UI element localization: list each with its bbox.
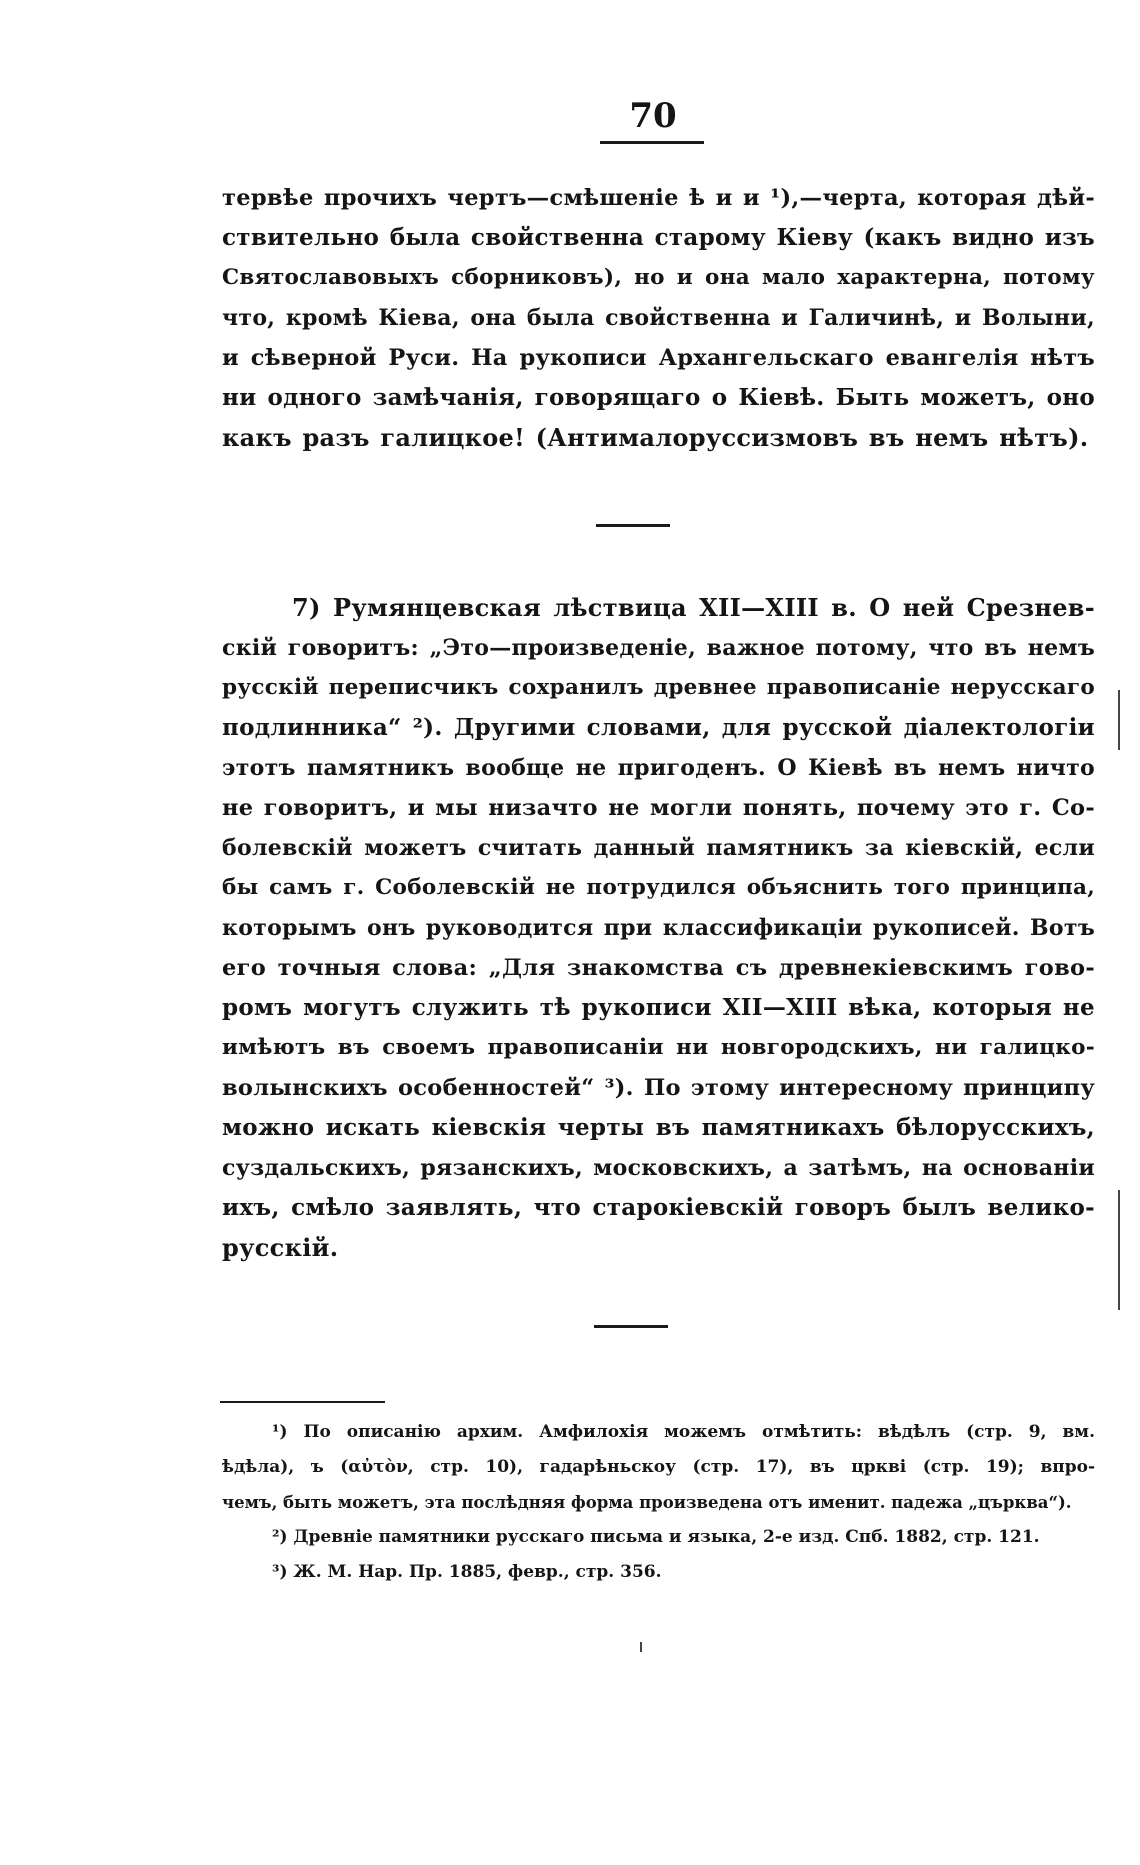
text-line: ромъ могутъ служить тѣ рукописи ХII—ХIII вѣка, которыя не bbox=[222, 994, 1095, 1021]
text-line: ихъ, смѣло заявлять, что старокіевскій говоръ былъ велико- bbox=[222, 1194, 1095, 1221]
text-line: его точныя слова: „Для знакомства съ древнекіевскимъ гово- bbox=[222, 955, 1095, 981]
text-line: 7) Румянцевская лѣствица ХII—ХIII в. О ней Срезнев- bbox=[292, 593, 1095, 622]
scan-margin-mark bbox=[1118, 690, 1120, 750]
text-line: этотъ памятникъ вообще не пригоденъ. О Кіевѣ въ немъ ничто bbox=[222, 755, 1095, 781]
scan-margin-mark bbox=[640, 1642, 642, 1652]
paragraph-1 bbox=[222, 178, 1095, 458]
text-line: ни одного замѣчанія, говорящаго о Кіевѣ. Быть можетъ, оно bbox=[222, 384, 1095, 411]
text-line: тервѣе прочихъ чертъ—смѣшеніе ѣ и и ¹),—черта, которая дѣй- bbox=[222, 185, 1095, 211]
text-line: подлинника“ ²). Другими словами, для русской діалектологіи bbox=[222, 714, 1095, 741]
section-divider bbox=[594, 1325, 668, 1328]
footnote-rule bbox=[220, 1401, 385, 1403]
text-line: волынскихъ особенностей“ ³). По этому интересному принципу bbox=[222, 1075, 1096, 1101]
section-divider bbox=[596, 524, 670, 527]
text-line: можно искать кіевскія черты въ памятникахъ бѣлорусскихъ, bbox=[222, 1114, 1095, 1141]
text-line: Святославовыхъ сборниковъ), но и она мало характерна, потому bbox=[222, 265, 1095, 290]
text-line: русскій переписчикъ сохранилъ древнее правописаніе нерусскаго bbox=[222, 675, 1095, 700]
text-line: и сѣверной Руси. На рукописи Архангельскаго евангелія нѣтъ bbox=[222, 345, 1095, 371]
page-number-underline bbox=[600, 141, 704, 144]
text-line: какъ разъ галицкое! (Антималоруссизмовъ въ немъ нѣтъ). bbox=[222, 423, 1089, 452]
footnote-line: ѣдѣла), ъ (αὐτὸν, стр. 10), гадарѣньскоу (стр. 17), въ цркві (стр. 19); впро- bbox=[222, 1457, 1095, 1477]
text-line: скій говоритъ: „Это—произведеніе, важное потому, что въ немъ bbox=[222, 635, 1095, 661]
page-number: 70 bbox=[629, 96, 677, 136]
text-line: болевскій можетъ считать данный памятникъ за кіевскій, если bbox=[222, 835, 1095, 861]
text-line: что, кромѣ Кіева, она была свойственна и Галичинѣ, и Волыни, bbox=[222, 305, 1095, 331]
text-line: имѣютъ въ своемъ правописаніи ни новгородскихъ, ни галицко- bbox=[222, 1035, 1095, 1060]
text-line: суздальскихъ, рязанскихъ, московскихъ, а затѣмъ, на основаніи bbox=[222, 1155, 1095, 1181]
paragraph-2 bbox=[222, 588, 1095, 1268]
footnotes bbox=[222, 1415, 1095, 1590]
scan-margin-mark bbox=[1118, 1190, 1120, 1310]
footnote-line: ³) Ж. М. Нар. Пр. 1885, февр., стр. 356. bbox=[272, 1562, 662, 1582]
text-line: ствительно была свойственна старому Кіеву (какъ видно изъ bbox=[222, 224, 1095, 251]
text-line: русскій. bbox=[222, 1233, 339, 1262]
footnote-line: ¹) По описанію архим. Амфилохія можемъ отмѣтить: вѣдѣлъ (стр. 9, вм. bbox=[272, 1422, 1095, 1442]
text-line: бы самъ г. Соболевскій не потрудился объяснить того принципа, bbox=[222, 875, 1095, 900]
text-line: которымъ онъ руководится при классификаціи рукописей. Вотъ bbox=[222, 915, 1095, 941]
footnote-line: чемъ, быть можетъ, эта послѣдняя форма произведена отъ именит. падежа „църква“). bbox=[222, 1493, 1072, 1512]
text-line: не говоритъ, и мы низачто не могли понять, почему это г. Со- bbox=[222, 795, 1095, 821]
footnote-line: ²) Древніе памятники русскаго письма и языка, 2-е изд. Спб. 1882, стр. 121. bbox=[272, 1527, 1040, 1547]
